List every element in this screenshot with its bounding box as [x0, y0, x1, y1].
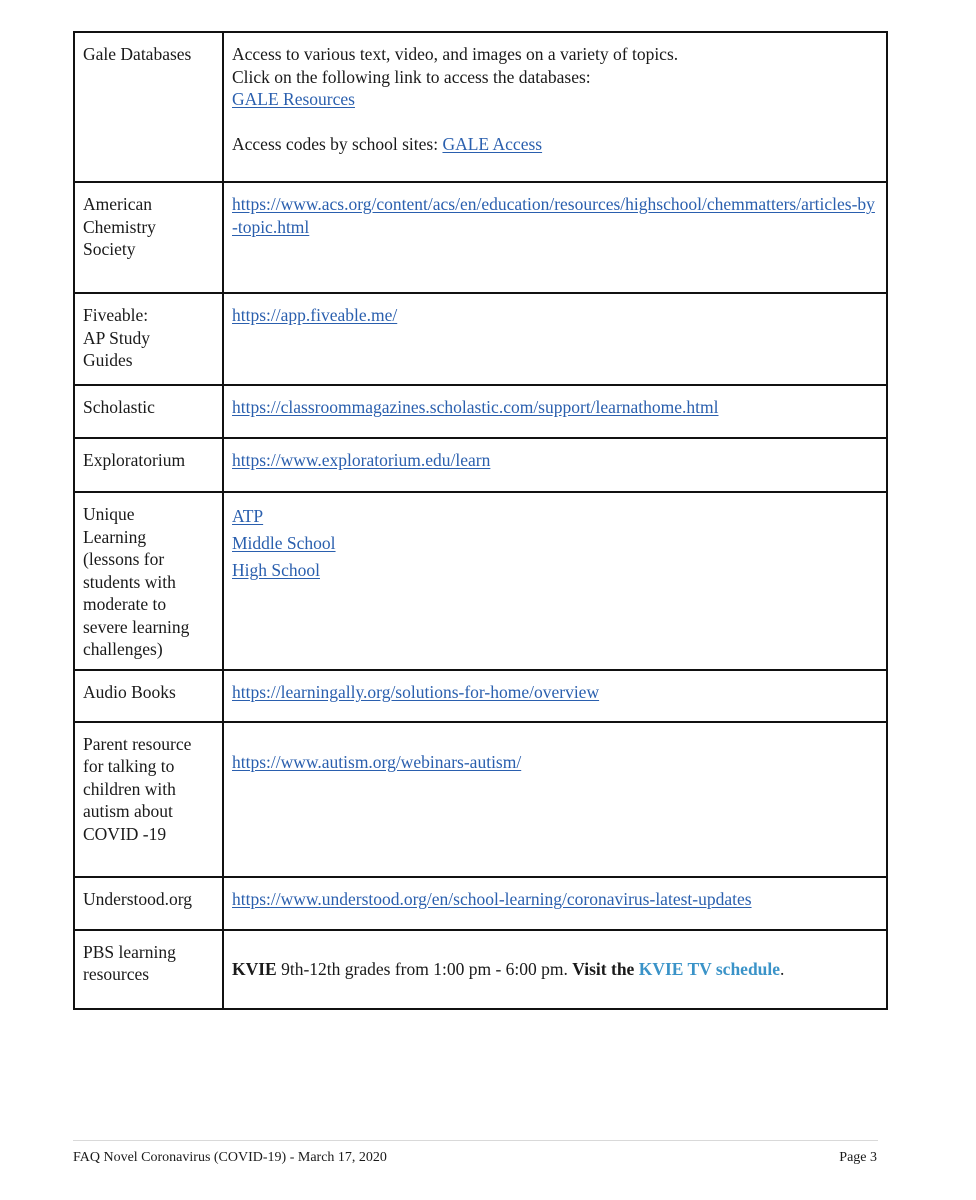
resource-name-cell: [74, 930, 223, 1009]
resource-detail-cell: [223, 930, 887, 1009]
page-number: Page 3: [839, 1150, 877, 1165]
fiveable-link[interactable]: https://app.fiveable.me/: [232, 305, 398, 325]
table-row-fiveable: [74, 293, 887, 385]
resource-name: Parent resource for talking to children with autism about COVID -19: [83, 733, 192, 844]
resource-name: Understood.org: [83, 888, 193, 909]
table-row-exploratorium: [74, 438, 887, 492]
exploratorium-link[interactable]: https://www.exploratorium.edu/learn: [232, 450, 491, 470]
resource-name: Fiveable: AP Study Guides: [83, 305, 150, 370]
resource-detail-cell: [223, 438, 887, 492]
pbs-period: .: [780, 958, 785, 979]
visit-label: Visit the: [572, 958, 639, 979]
table-row-unique-learning: [74, 492, 887, 670]
resource-name: Unique Learning (lessons for students with moderate to severe learning challenges): [83, 504, 190, 659]
resource-name-cell: [74, 670, 223, 722]
table-row-audio-books: [74, 670, 887, 722]
resource-detail-cell: [223, 385, 887, 438]
resource-detail-cell: [223, 877, 887, 930]
resource-detail-cell: [223, 670, 887, 722]
resource-detail-cell: [223, 722, 887, 877]
audio-books-link[interactable]: https://learningally.org/solutions-for-home/overview: [232, 681, 600, 702]
resource-name-cell: [74, 32, 223, 182]
resource-detail-cell: [223, 492, 887, 670]
resource-name-cell: [74, 877, 223, 930]
resource-name-cell: [74, 438, 223, 492]
gale-resources-link[interactable]: GALE Resources: [232, 89, 355, 109]
resource-detail-cell: [223, 293, 887, 385]
footer-title: FAQ Novel Coronavirus (COVID-19) - March 17, 2020: [73, 1150, 387, 1165]
resource-name-cell: [74, 385, 223, 438]
gale-access-link[interactable]: GALE Access: [442, 133, 543, 154]
table-row-parent-resource: [74, 722, 887, 877]
atp-link[interactable]: ATP: [232, 506, 264, 526]
pbs-schedule-text: 9th-12th grades from 1:00 pm - 6:00 pm.: [276, 958, 573, 979]
footer-divider: [73, 1140, 878, 1141]
resource-name-cell: [74, 492, 223, 670]
gale-description: Access to various text, video, and images on a variety of topics.: [232, 44, 679, 64]
table-row-acs: [74, 182, 887, 293]
resource-name: Exploratorium: [83, 450, 186, 470]
resource-name: Gale Databases: [83, 44, 192, 64]
high-school-link[interactable]: High School: [232, 560, 320, 580]
resource-name: American Chemistry Society: [83, 194, 156, 259]
understood-link[interactable]: https://www.understood.org/en/school-learning/coronavirus-latest-updates: [232, 888, 752, 909]
resource-name: Audio Books: [83, 681, 176, 702]
resource-name-cell: [74, 293, 223, 385]
table-row-scholastic: [74, 385, 887, 438]
resource-name: PBS learning resources: [83, 941, 176, 984]
resource-detail-cell: [223, 32, 887, 182]
resource-name-cell: [74, 182, 223, 293]
resource-table: [73, 31, 888, 1010]
resource-detail-cell: [223, 182, 887, 293]
acs-link[interactable]: https://www.acs.org/content/acs/en/education/resources/highschool/chemmatters/articles-by-topic.html: [232, 194, 875, 237]
table-row-pbs: [74, 930, 887, 1009]
gale-instruction: Click on the following link to access the databases:: [232, 66, 591, 87]
kvie-tv-schedule-link[interactable]: KVIE TV schedule: [638, 958, 781, 979]
scholastic-link[interactable]: https://classroommagazines.scholastic.com/support/learnathome.html: [232, 397, 719, 417]
table-row-understood: [74, 877, 887, 930]
autism-webinars-link[interactable]: https://www.autism.org/webinars-autism/: [232, 751, 522, 772]
kvie-label: KVIE: [232, 958, 277, 979]
middle-school-link[interactable]: Middle School: [232, 533, 336, 553]
resource-name-cell: [74, 722, 223, 877]
gale-access-codes-label: Access codes by school sites:: [232, 133, 443, 154]
resource-name: Scholastic: [83, 397, 155, 417]
table-row-gale: [74, 32, 887, 182]
